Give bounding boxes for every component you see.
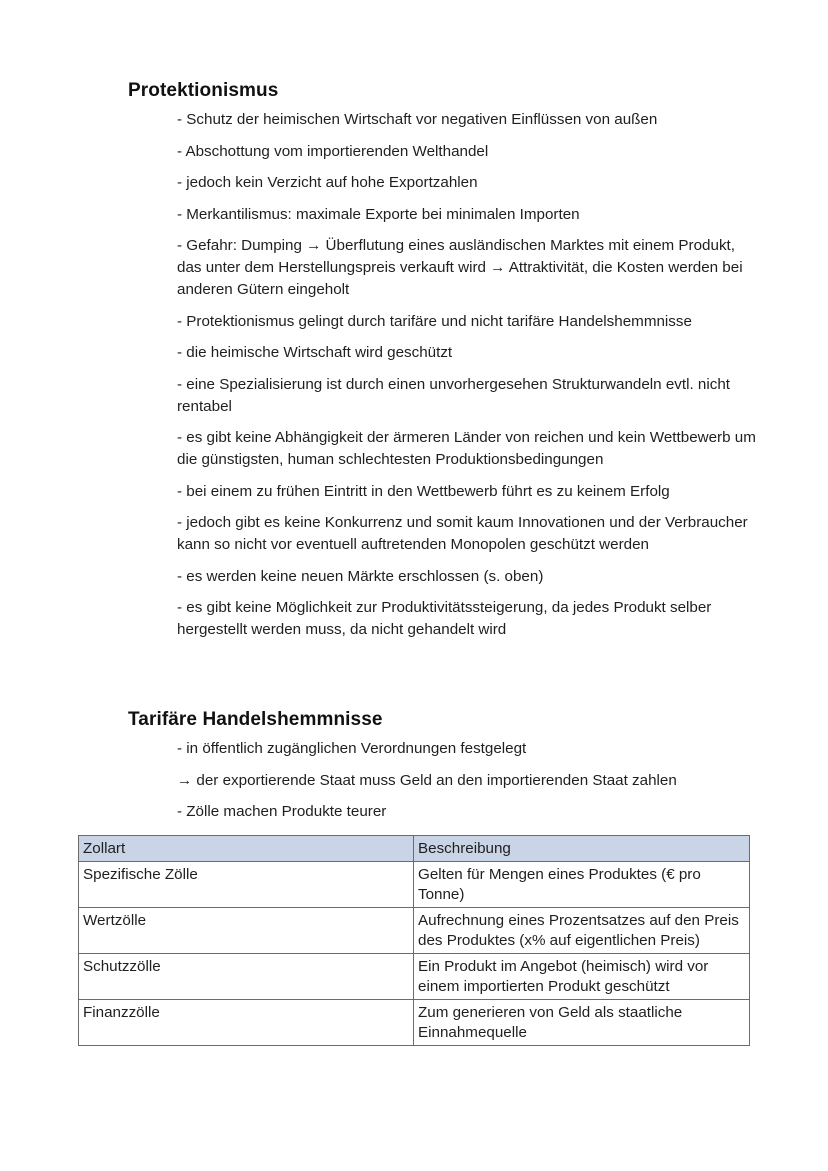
bullet-item: - es gibt keine Möglichkeit zur Produktivitätssteigerung, da jedes Produkt selber hergestellt werden muss, da nicht gehandelt wird <box>177 599 712 638</box>
table-row <box>79 1000 750 1046</box>
table-row <box>79 954 750 1000</box>
table-header-row <box>79 836 750 862</box>
bullet-item: - jedoch kein Verzicht auf hohe Exportzahlen <box>177 174 478 191</box>
table-header-zollart: Zollart <box>79 836 414 862</box>
table-cell-zollart: Finanzzölle <box>79 1000 414 1046</box>
table-header-beschreibung: Beschreibung <box>414 836 750 862</box>
bullet-item: - Schutz der heimischen Wirtschaft vor negativen Einflüssen von außen <box>177 111 658 128</box>
bullet-item: - Abschottung vom importierenden Welthandel <box>177 142 489 160</box>
bullet-item: - es werden keine neuen Märkte erschlossen (s. oben) <box>177 567 544 585</box>
table-cell-beschreibung: Aufrechnung eines Prozentsatzes auf den Preis des Produktes (x% auf eigentlichen Preis) <box>414 908 750 954</box>
table-cell-zollart: Wertzölle <box>79 908 414 954</box>
zollarten-table <box>78 835 750 1046</box>
bullet-item: - es gibt keine Abhängigkeit der ärmeren Länder von reichen und kein Wettbewerb um die günstigsten, human schlechtesten Produktionsbedingungen <box>177 429 756 468</box>
bullet-item: - in öffentlich zugänglichen Verordnungen festgelegt <box>177 740 527 757</box>
bullet-item: - die heimische Wirtschaft wird geschützt <box>177 344 453 361</box>
bullet-item: - jedoch gibt es keine Konkurrenz und somit kaum Innovationen und der Verbraucher kann so nicht vor eventuell auftretenden Monopolen geschützt werden <box>177 514 748 553</box>
bullet-item: - eine Spezialisierung ist durch einen unvorhergesehen Strukturwandeln evtl. nicht rentabel <box>177 375 730 415</box>
tarifaere-bullet-list <box>177 738 757 833</box>
section-heading-tarifaere-handelshemmnisse: Tarifäre Handelshemmnisse <box>128 709 383 730</box>
bullet-item: - Protektionismus gelingt durch tarifäre und nicht tarifäre Handelshemmnisse <box>177 312 692 330</box>
table-cell-zollart: Schutzzölle <box>79 954 414 1000</box>
table-cell-beschreibung: Ein Produkt im Angebot (heimisch) wird vor einem importierten Produkt geschützt <box>414 954 750 1000</box>
table-row <box>79 908 750 954</box>
protektionismus-bullet-list <box>177 109 757 651</box>
bullet-item: - Merkantilismus: maximale Exporte bei minimalen Importen <box>177 205 580 223</box>
table-cell-zollart: Spezifische Zölle <box>79 862 414 908</box>
bullet-item: - Gefahr: Dumping → Überflutung eines ausländischen Marktes mit einem Produkt, das unter dem Herstellungspreis verkauft wird → Attraktivität, die Kosten werden bei anderen Gütern eingeholt <box>177 237 743 298</box>
table-cell-beschreibung: Gelten für Mengen eines Produktes (€ pro Tonne) <box>414 862 750 908</box>
bullet-item: - Zölle machen Produkte teurer <box>177 803 387 820</box>
bullet-item: - bei einem zu frühen Eintritt in den Wettbewerb führt es zu keinem Erfolg <box>177 482 670 500</box>
table-cell-beschreibung: Zum generieren von Geld als staatliche Einnahmequelle <box>414 1000 750 1046</box>
bullet-item: → der exportierende Staat muss Geld an den importierenden Staat zahlen <box>177 771 677 789</box>
table-row <box>79 862 750 908</box>
section-heading-protektionismus: Protektionismus <box>128 80 279 101</box>
